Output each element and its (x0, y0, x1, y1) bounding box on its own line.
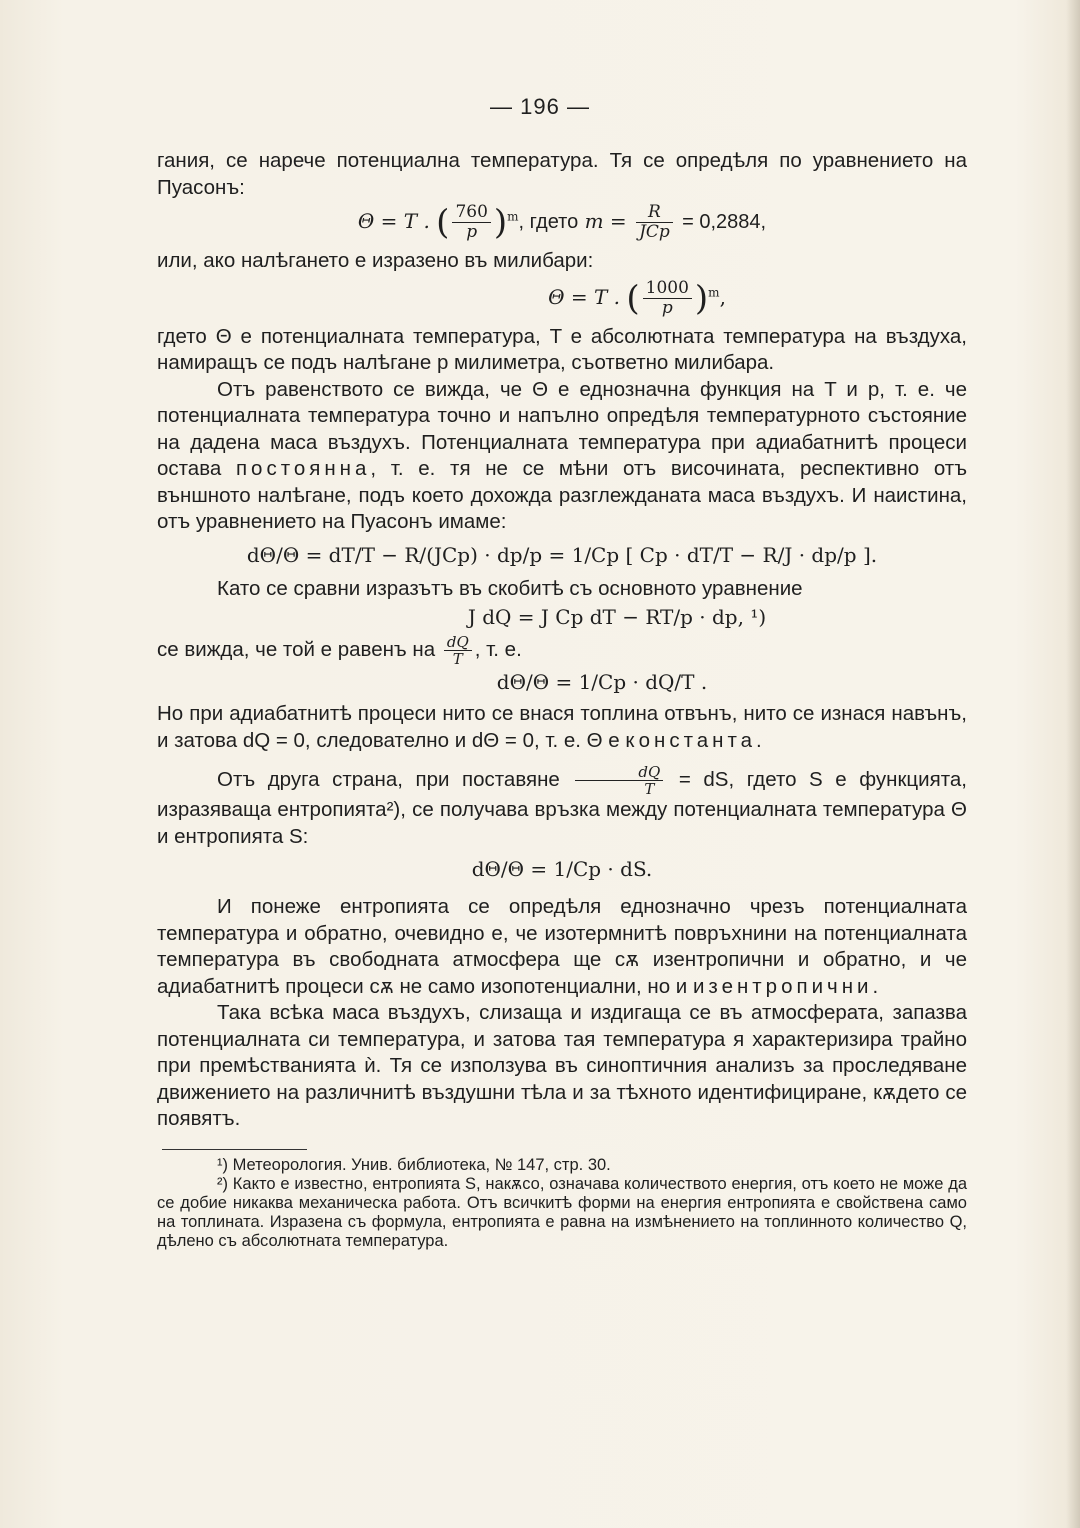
eq1-lhs: Θ = T . (357, 209, 430, 233)
emphasis-konstanta: константа (625, 728, 757, 752)
paragraph-7-part-b: . (756, 728, 762, 752)
paragraph-7-part-a: Но при адиабатнитѣ процеси нито се внася топлина отвънъ, нито се изнася навънъ, и затова dQ = 0, следователно и dΘ = 0, т. е. Θ е (157, 702, 967, 752)
page-content (157, 148, 967, 1251)
paragraph-9-part-a: И понеже ентропията се опредѣля еднозначно чрезъ потенциалната температура и обратно, очевидно е, че изотермнитѣ повръхнини на потенциалната температура въ свободната атмосфера ще сѫ изентропични и обратно, и че адиабатнитѣ процеси сѫ не само изопотенциални, но и (157, 895, 967, 998)
emphasis-isentropic: изентропични (692, 974, 873, 998)
eq2-paren-close: ) (694, 278, 709, 318)
eq2-exponent: m (708, 284, 720, 299)
paragraph-4 (157, 377, 967, 536)
eq1-fraction-2: $\frac{R}{\text{JCp}}$ (636, 203, 673, 242)
paragraph-5: Като се сравни изразътъ въ скобитѣ съ основното уравнение (217, 576, 803, 600)
paragraph-8-part-b: = dS, гдето S е функцията, изразяваща ентропията²), се получава връзка между потенциалната температура Θ и ентропията S: (157, 767, 967, 848)
paragraph-6-part-a: се вижда, че той е равенъ на (157, 637, 436, 661)
page-number: — 196 — (490, 94, 590, 119)
page-edge-shadow (1066, 0, 1080, 1528)
equation-poisson-mm (157, 203, 967, 242)
paragraph-3: гдето Θ е потенциалната температура, T е абсолютната температура на въздуха, намиращъ се подъ налѣгане p милиметра, съответно милибара. (157, 324, 967, 374)
eq2-tail: , (719, 284, 726, 309)
eq1-value: = 0,2884, (682, 211, 767, 233)
footnote-1: ¹) Метеорология. Унив. библиотека, № 147, стр. 30. (217, 1155, 611, 1174)
eq2-paren-open: ( (626, 278, 640, 318)
paragraph-7 (157, 701, 967, 754)
equation-dtheta-ds: dΘ/Θ = 1/Cp · dS. (471, 857, 653, 881)
equation-basic: J dQ = J Cp dT − RT/p · dp, ¹) (467, 605, 767, 629)
equation-dtheta-dq: dΘ/Θ = 1/Cp · dQ/T . (496, 670, 708, 694)
eq1-exponent: m (507, 209, 519, 224)
eq1-paren-close: ) (493, 202, 508, 243)
equation-dtheta: dΘ/Θ = dT/T − R/(JCp) · dp/p = 1/Cp [ Cp · dT/T − R/J · dp/p ]. (246, 542, 878, 567)
fraction-dq-t-2: $\frac{dQ}{T}$ (575, 764, 663, 797)
emphasis-constant: постоянна (235, 457, 371, 480)
footnote-2: ²) Както е известно, ентропията S, накѫсо, означава количеството енергия, отъ което не може да се добие никаква механическа работа. Отъ всичкитѣ форми на енергия ентропията е свойствена само на топлината. Изразена съ формула, ентропията е равна на измѣнението на топлинното количество Q, дѣлено съ абсолютната температура. (157, 1174, 967, 1250)
paragraph-4-part-a: Отъ равенството се вижда, че Θ е еднозначна функция на T и p, т. е. че потенциалната температура точно и напълно опредѣля температурното състояние на дадена маса въздухъ. Потенциалната температура при адиабатнитѣ процеси остава (157, 377, 967, 480)
paragraph-10: Така всѣка маса въздухъ, слизаща и издигаща се въ атмосферата, запазва потенциалната си температура, и затова тая температура я характеризира трайно при премѣстванията ѝ. Тя се използува въ синоптичния анализъ за проследяване движението на различнитѣ въздушни тѣла и за тѣхното идентифициране, кѫдето се появятъ. (157, 1001, 967, 1130)
paragraph-8-part-a: Отъ друга страна, при поставяне (217, 767, 560, 791)
paragraph-8 (157, 764, 967, 850)
eq2-fraction: $\frac{1000}{p}$ (643, 279, 692, 318)
paragraph-6-part-b: , т. е. (474, 637, 522, 661)
paragraph-4-part-b: , т. е. тя не се мѣни отъ височината, респективно отъ външното налѣгане, подъ което дохожда разглежданата маса въздухъ. И наистина, отъ уравнението на Пуасонъ имаме: (157, 457, 968, 533)
paragraph-1: гания, се нарече потенциална температура. Тя се опредѣля по уравнението на Пуасонъ: (157, 149, 967, 199)
eq1-fraction: $\frac{760}{p}$ (452, 203, 490, 242)
paragraph-9 (157, 894, 967, 1000)
footnote-divider (162, 1149, 307, 1150)
eq1-mid: , гдето (518, 211, 579, 233)
paragraph-2: или, ако налѣгането е изразено въ милибари: (157, 249, 594, 272)
paragraph-9-part-b: . (872, 974, 879, 998)
eq2-lhs: Θ = T . (548, 284, 621, 309)
equation-poisson-mb (157, 279, 967, 318)
eq1-mvar: m = (584, 209, 627, 233)
eq1-paren-open: ( (436, 202, 450, 243)
paragraph-6 (157, 634, 967, 667)
fraction-dq-t: $\frac{dQ}{T}$ (444, 634, 472, 667)
